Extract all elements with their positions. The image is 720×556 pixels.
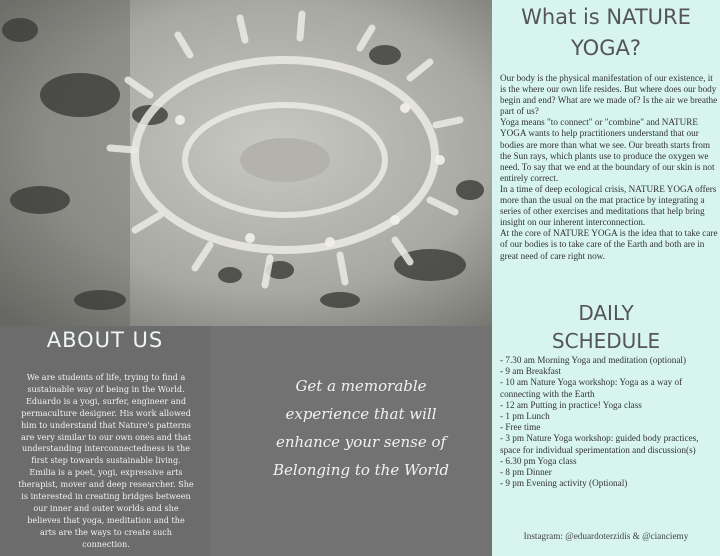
schedule-item: - 8 pm Dinner	[500, 467, 552, 478]
schedule-heading-line: DAILY	[578, 301, 634, 325]
schedule-heading-line: SCHEDULE	[551, 329, 661, 353]
tagline-line: experience that will	[285, 405, 437, 423]
about-heading: ABOUT US	[46, 328, 164, 352]
schedule-item: - 6.30 pm Yoga class	[500, 455, 577, 466]
instagram-handles: Instagram: @eduardoterzidis & @cianciemy	[523, 531, 689, 541]
about-intro: We are students of life, trying to find a sustainable way of being in the World.	[26, 372, 186, 394]
nature-yoga-text	[500, 73, 718, 262]
tagline-line: enhance your sense of	[275, 433, 447, 451]
tagline-line: Get a memorable	[295, 377, 427, 395]
about-text	[18, 372, 194, 551]
nature-paragraph: At the core of NATURE YOGA is the idea that to take care of our bodies is to take care of the Earth and both are in great need of care right now.	[500, 228, 718, 261]
schedule-item: - 1 pm Lunch	[500, 411, 550, 422]
schedule-item: - Free time	[500, 422, 541, 433]
schedule-item: - 9 am Breakfast	[500, 366, 561, 377]
nature-yoga-heading	[492, 2, 720, 64]
tagline-line: Belonging to the World	[273, 461, 449, 479]
daily-schedule-heading	[492, 299, 720, 355]
schedule-item: - 3 pm Nature Yoga workshop: guided body practices, space for individual sperimentation and discussion(s)	[500, 433, 699, 455]
schedule-list	[500, 355, 718, 489]
nature-paragraph: Yoga means "to connect" or "combine" and NATURE YOGA wants to help practitioners understand that our bodies are more than what we see. Our breath starts from the Sun rays, which plants use to produce the oxygen we need. To say that we end at the boundary of our skin is not entirely correct.	[500, 117, 715, 183]
schedule-item: - 7.30 am Morning Yoga and meditation (optional)	[500, 355, 687, 365]
about-emilia: Emilia is a poet, yogi, expressive arts therapist, mover and deep researcher. She is interested in creating bridges between our inner and outer worlds and she believes that yoga, meditation and the arts are the ways to create such connection.	[18, 467, 194, 549]
schedule-item: - 9 pm Evening activity (Optional)	[500, 478, 628, 489]
nature-paragraph: In a time of deep ecological crisis, NATURE YOGA offers more than the usual on the mat practice by integrating a series of other exercises and meditations that help bring insight on our inherent interconnection.	[500, 183, 717, 228]
about-eduardo: Eduardo is a yogi, surfer, engineer and permaculture designer. His work allowed him to understand that Nature's patterns are very similar to our own ones and that understanding interconnectedness is the first step towards sustainable living.	[20, 395, 192, 466]
rock-art-photo	[0, 0, 492, 326]
nature-heading-line: YOGA?	[571, 36, 641, 60]
tagline	[236, 372, 486, 484]
schedule-item: - 12 am Putting in practice! Yoga class	[500, 399, 642, 410]
schedule-item: - 10 am Nature Yoga workshop: Yoga as a way of connecting with the Earth	[500, 377, 683, 399]
nature-heading-line: What is NATURE	[521, 5, 691, 29]
nature-paragraph: Our body is the physical manifestation of our existence, it is the where our own life resides. But where does our body begin and end? What are we made of? Is the air we breathe part of us?	[500, 73, 718, 117]
